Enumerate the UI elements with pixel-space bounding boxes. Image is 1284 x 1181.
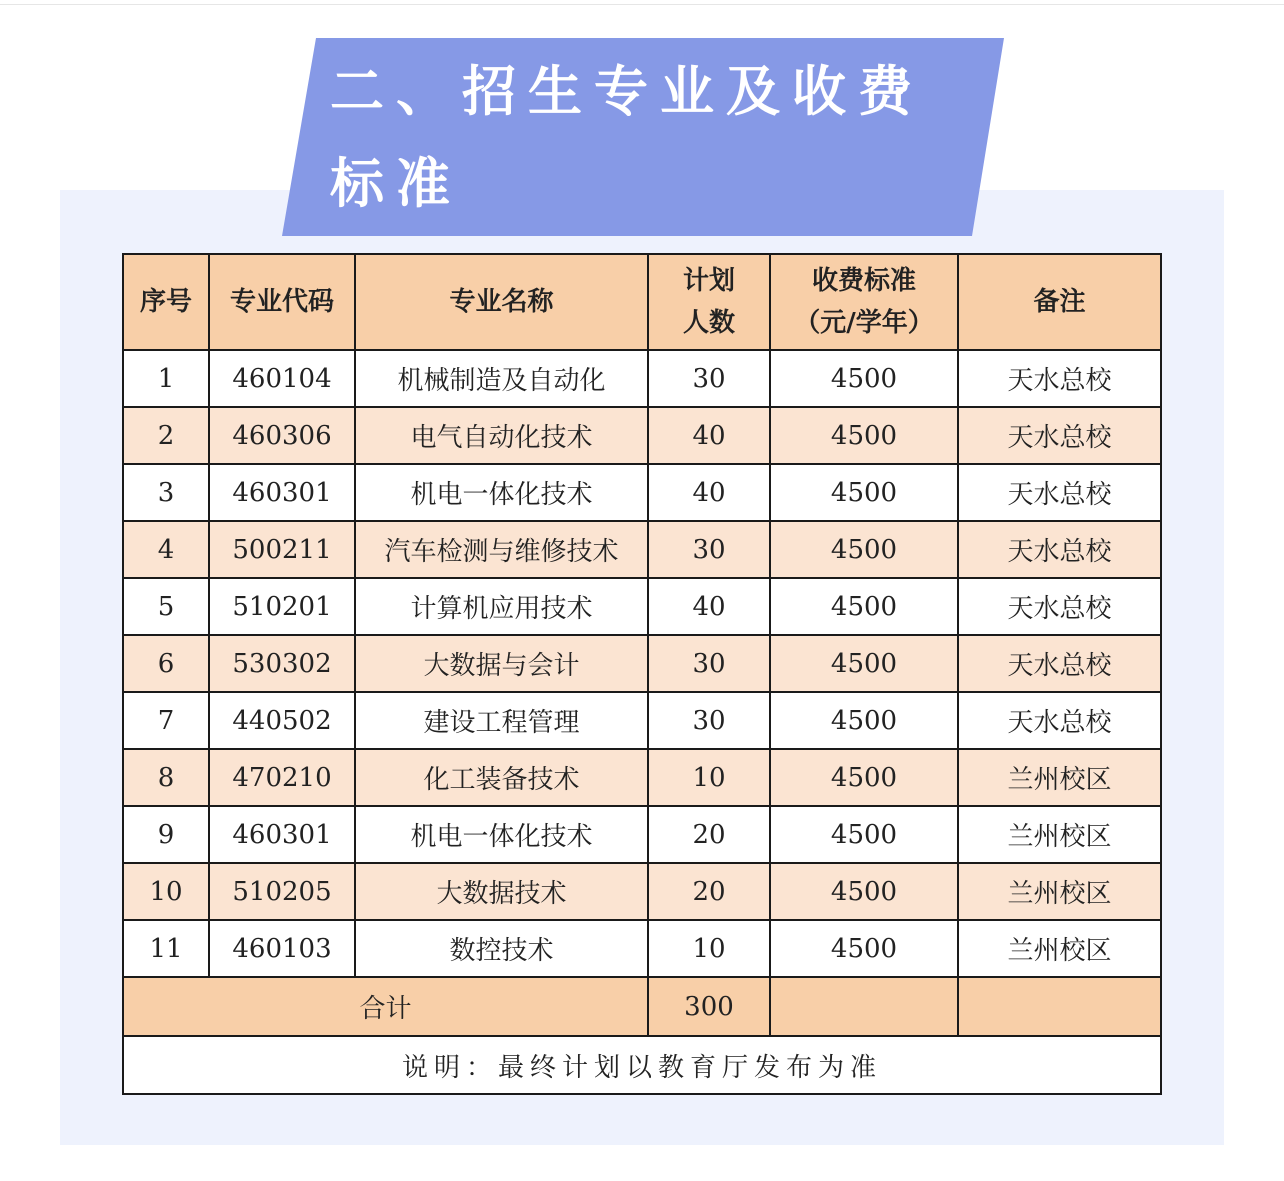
cell-name: 机械制造及自动化 xyxy=(355,350,648,407)
cell-code: 460301 xyxy=(209,464,355,521)
cell-remark: 天水总校 xyxy=(958,692,1161,749)
cell-remark: 兰州校区 xyxy=(958,749,1161,806)
table-row xyxy=(123,692,1161,749)
cell-seq: 11 xyxy=(123,920,209,977)
cell-name: 数控技术 xyxy=(355,920,648,977)
cell-seq: 10 xyxy=(123,863,209,920)
table-row xyxy=(123,920,1161,977)
cell-name: 大数据与会计 xyxy=(355,635,648,692)
table-row xyxy=(123,350,1161,407)
cell-plan: 40 xyxy=(648,407,770,464)
total-fee-empty xyxy=(770,977,958,1036)
cell-remark: 兰州校区 xyxy=(958,863,1161,920)
cell-fee: 4500 xyxy=(770,407,958,464)
cell-code: 530302 xyxy=(209,635,355,692)
cell-name: 汽车检测与维修技术 xyxy=(355,521,648,578)
cell-remark: 兰州校区 xyxy=(958,806,1161,863)
cell-seq: 6 xyxy=(123,635,209,692)
header-plan xyxy=(648,254,770,350)
cell-plan: 10 xyxy=(648,749,770,806)
cell-fee: 4500 xyxy=(770,521,958,578)
cell-remark: 天水总校 xyxy=(958,350,1161,407)
cell-fee: 4500 xyxy=(770,578,958,635)
cell-fee: 4500 xyxy=(770,806,958,863)
table-row xyxy=(123,863,1161,920)
header-name: 专业名称 xyxy=(355,254,648,350)
cell-name: 电气自动化技术 xyxy=(355,407,648,464)
cell-fee: 4500 xyxy=(770,920,958,977)
cell-remark: 天水总校 xyxy=(958,578,1161,635)
cell-seq: 9 xyxy=(123,806,209,863)
cell-plan: 20 xyxy=(648,863,770,920)
cell-name: 机电一体化技术 xyxy=(355,806,648,863)
cell-name: 计算机应用技术 xyxy=(355,578,648,635)
header-plan-line2: 人数 xyxy=(682,308,735,338)
table-row xyxy=(123,464,1161,521)
cell-fee: 4500 xyxy=(770,464,958,521)
cell-seq: 5 xyxy=(123,578,209,635)
table-row xyxy=(123,635,1161,692)
cell-seq: 3 xyxy=(123,464,209,521)
cell-code: 510201 xyxy=(209,578,355,635)
table-row xyxy=(123,578,1161,635)
cell-plan: 30 xyxy=(648,350,770,407)
cell-plan: 30 xyxy=(648,692,770,749)
cell-seq: 1 xyxy=(123,350,209,407)
cell-name: 大数据技术 xyxy=(355,863,648,920)
cell-plan: 20 xyxy=(648,806,770,863)
header-fee-line1: 收费标准 xyxy=(811,266,916,296)
enrollment-fee-table xyxy=(122,253,1162,1095)
cell-fee: 4500 xyxy=(770,635,958,692)
header-seq: 序号 xyxy=(123,254,209,350)
header-plan-line1: 计划 xyxy=(682,266,735,296)
cell-remark: 天水总校 xyxy=(958,464,1161,521)
cell-seq: 4 xyxy=(123,521,209,578)
cell-code: 460306 xyxy=(209,407,355,464)
cell-name: 建设工程管理 xyxy=(355,692,648,749)
top-divider xyxy=(0,4,1284,5)
table-row xyxy=(123,749,1161,806)
header-fee-line2: （元/学年） xyxy=(794,308,934,338)
cell-code: 510205 xyxy=(209,863,355,920)
cell-remark: 天水总校 xyxy=(958,521,1161,578)
cell-code: 460104 xyxy=(209,350,355,407)
cell-plan: 10 xyxy=(648,920,770,977)
cell-plan: 30 xyxy=(648,635,770,692)
cell-code: 440502 xyxy=(209,692,355,749)
cell-plan: 30 xyxy=(648,521,770,578)
header-code: 专业代码 xyxy=(209,254,355,350)
cell-fee: 4500 xyxy=(770,692,958,749)
cell-fee: 4500 xyxy=(770,749,958,806)
cell-name: 机电一体化技术 xyxy=(355,464,648,521)
cell-code: 470210 xyxy=(209,749,355,806)
cell-code: 500211 xyxy=(209,521,355,578)
note-row xyxy=(123,1036,1161,1094)
cell-seq: 8 xyxy=(123,749,209,806)
table-note: 说明：最终计划以教育厅发布为准 xyxy=(123,1036,1161,1094)
cell-remark: 兰州校区 xyxy=(958,920,1161,977)
cell-plan: 40 xyxy=(648,578,770,635)
table-row xyxy=(123,521,1161,578)
table-row xyxy=(123,806,1161,863)
total-row xyxy=(123,977,1161,1036)
cell-code: 460301 xyxy=(209,806,355,863)
total-label: 合计 xyxy=(123,977,648,1036)
cell-fee: 4500 xyxy=(770,863,958,920)
cell-code: 460103 xyxy=(209,920,355,977)
header-remark: 备注 xyxy=(958,254,1161,350)
header-fee xyxy=(770,254,958,350)
section-title: 二、招生专业及收费标准 xyxy=(330,60,924,215)
cell-fee: 4500 xyxy=(770,350,958,407)
cell-remark: 天水总校 xyxy=(958,635,1161,692)
table-header-row xyxy=(123,254,1161,350)
cell-seq: 2 xyxy=(123,407,209,464)
total-remark-empty xyxy=(958,977,1161,1036)
table-row xyxy=(123,407,1161,464)
cell-name: 化工装备技术 xyxy=(355,749,648,806)
total-plan: 300 xyxy=(648,977,770,1036)
table-body xyxy=(123,350,1161,977)
cell-seq: 7 xyxy=(123,692,209,749)
cell-remark: 天水总校 xyxy=(958,407,1161,464)
cell-plan: 40 xyxy=(648,464,770,521)
